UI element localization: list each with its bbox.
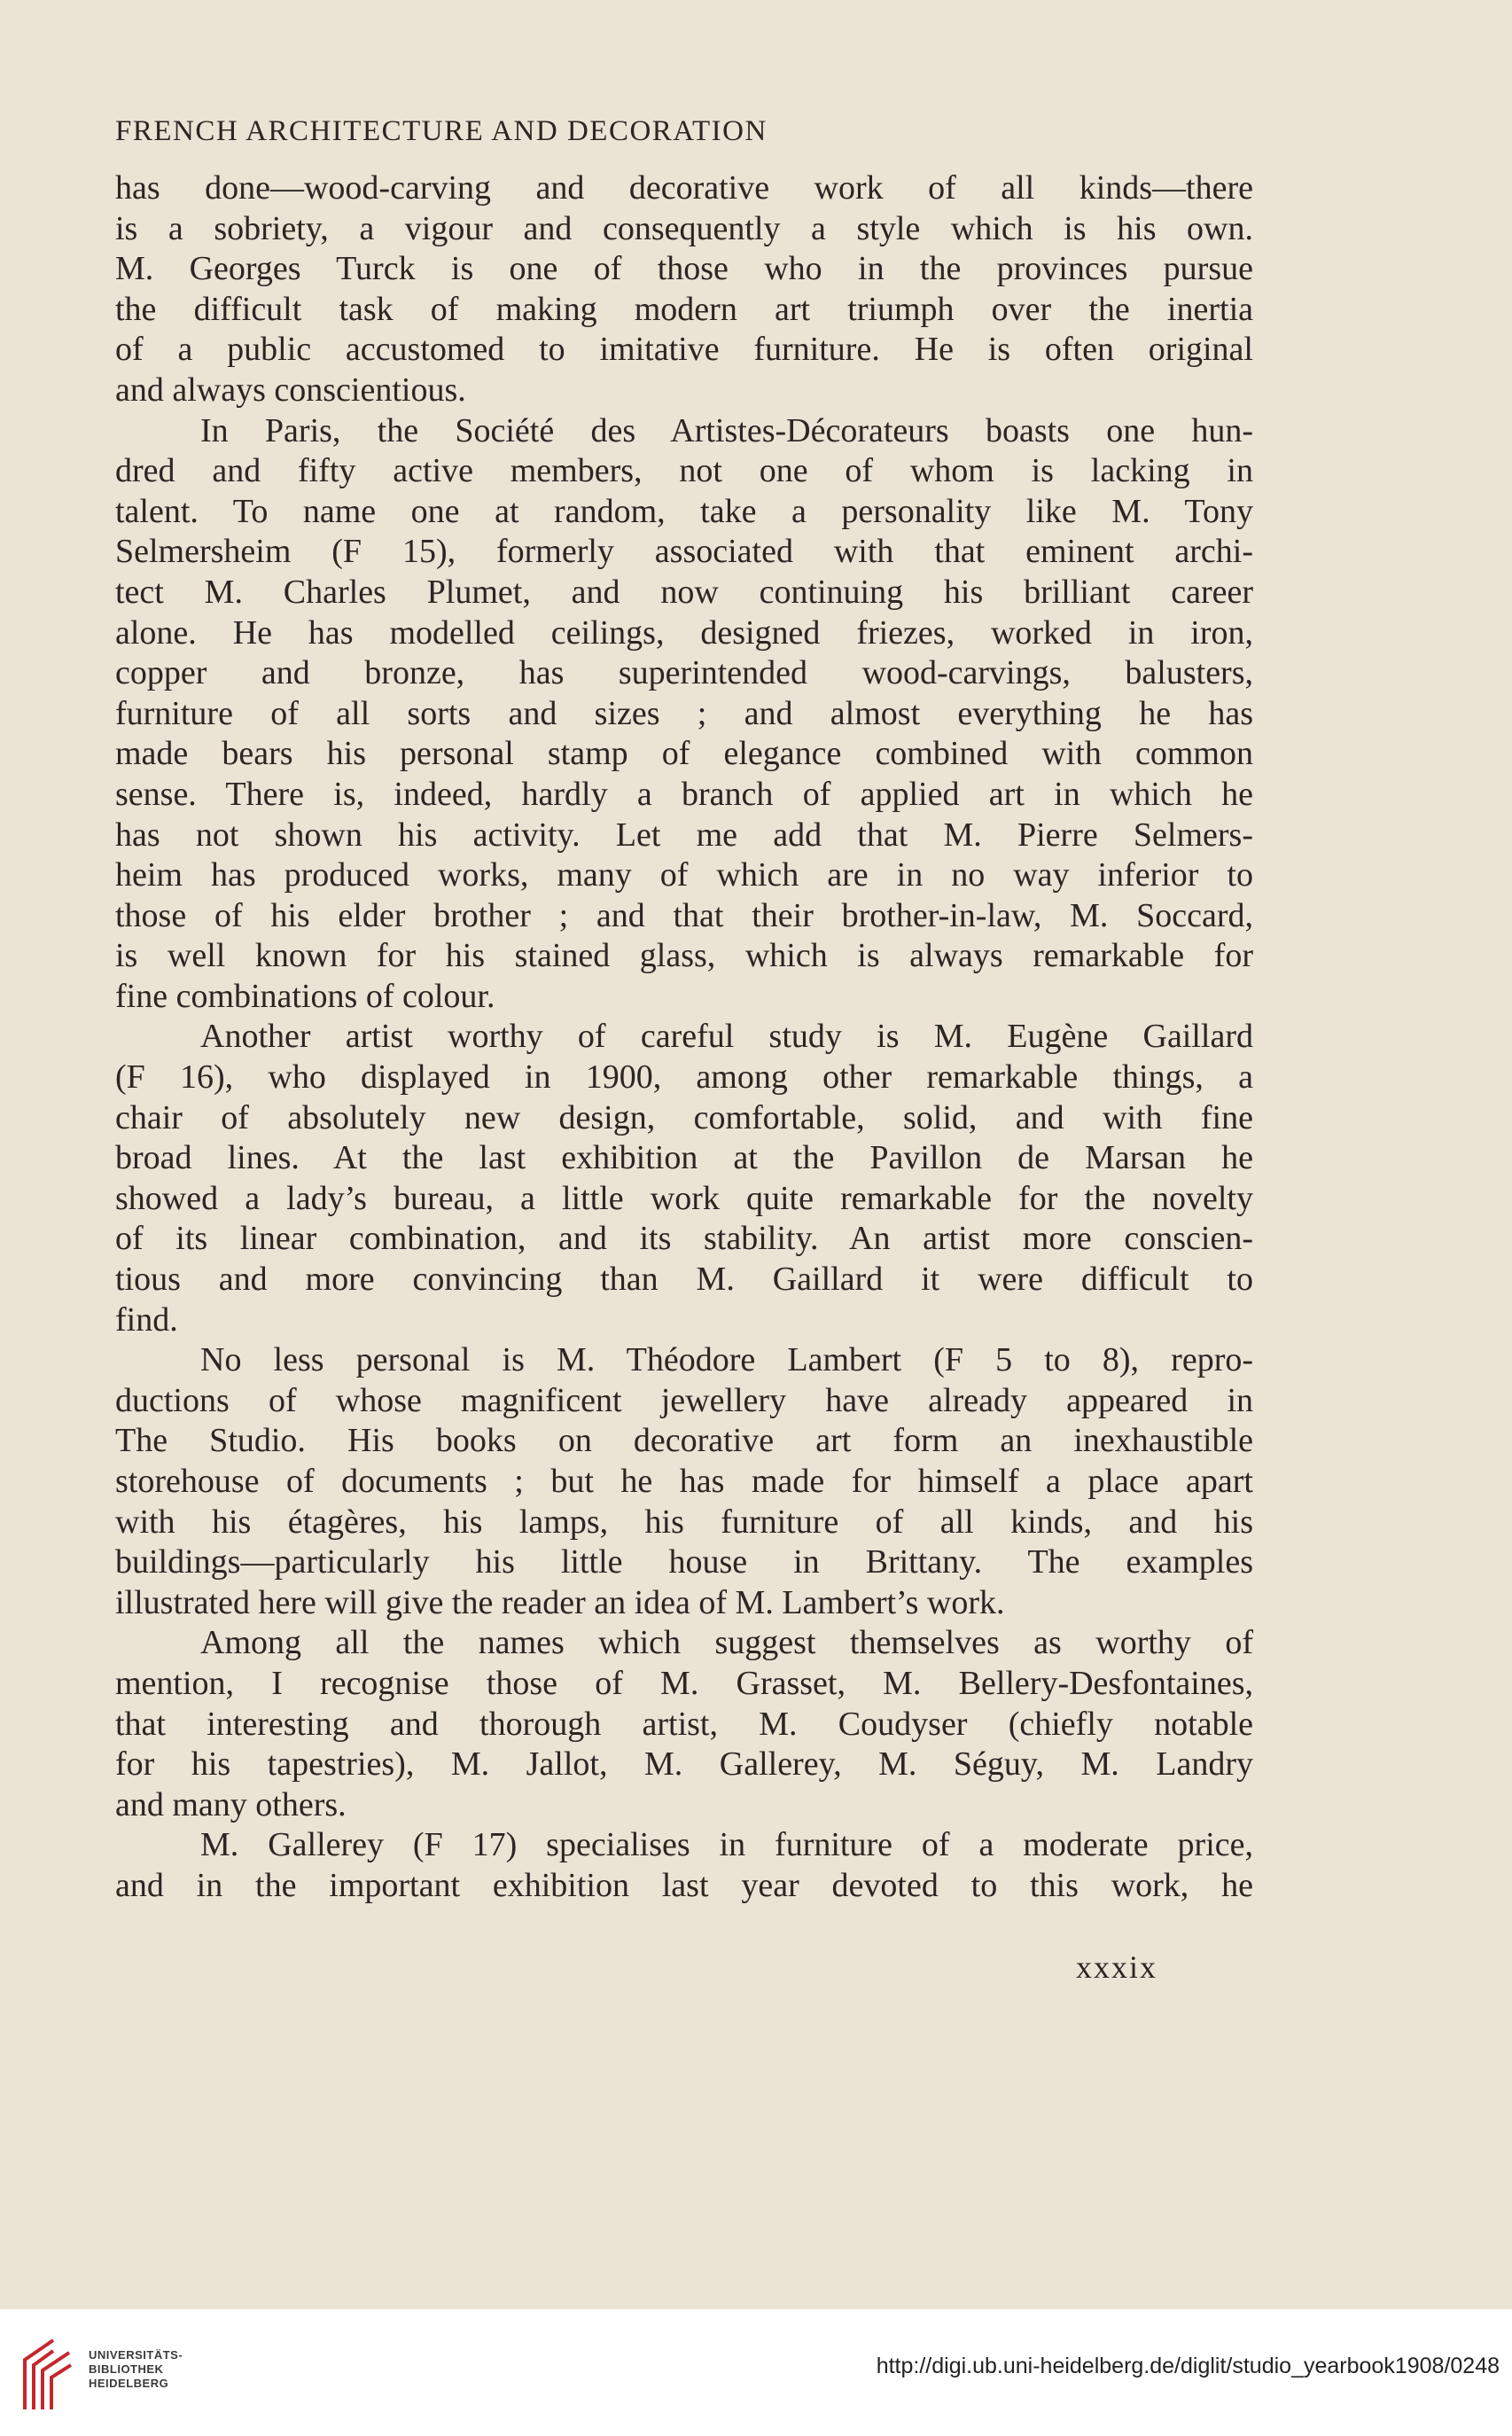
text-line: furniture of all sorts and sizes ; and almost everything he has: [115, 694, 1253, 732]
text-line: of its linear combination, and its stability. An artist more conscien-: [115, 1220, 1253, 1258]
text-line: has done—wood-carving and decorative work of all kinds—there: [115, 169, 1253, 207]
footer-bar: [0, 2309, 1512, 2436]
library-name: [89, 2348, 183, 2391]
text-line: M. Georges Turck is one of those who in the provinces pursue: [115, 250, 1253, 288]
text-line: talent. To name one at random, take a personality like M. Tony: [115, 492, 1253, 530]
text-line: and many others.: [115, 1785, 347, 1823]
text-line: and in the important exhibition last year devoted to this work, he: [115, 1866, 1253, 1904]
text-line: alone. He has modelled ceilings, designed friezes, worked in iron,: [115, 613, 1253, 652]
text-line: chair of absolutely new design, comfortable, solid, and with fine: [115, 1098, 1253, 1136]
text-line: showed a lady’s bureau, a little work quite remarkable for the novelty: [115, 1179, 1253, 1217]
text-line: Selmersheim (F 15), formerly associated with that eminent archi-: [115, 533, 1253, 571]
text-line: is a sobriety, a vigour and consequently a style which is his own.: [115, 209, 1253, 247]
text-line: M. Gallerey (F 17) specialises in furniture of a moderate price,: [200, 1826, 1253, 1864]
page-number: xxxix: [1076, 1949, 1158, 1985]
text-line: has not shown his activity. Let me add that M. Pierre Selmers-: [115, 816, 1253, 854]
text-line: find.: [115, 1300, 178, 1339]
text-line: heim has produced works, many of which are in no way inferior to: [115, 856, 1253, 894]
library-name-line: UNIVERSITÄTS-: [89, 2348, 183, 2362]
text-line: ductions of whose magnificent jewellery have already appeared in: [115, 1381, 1253, 1419]
text-line: that interesting and thorough artist, M. Coudyser (chiefly notable: [115, 1705, 1253, 1743]
running-header: FRENCH ARCHITECTURE AND DECORATION: [115, 115, 768, 147]
text-line: tect M. Charles Plumet, and now continuing his brilliant career: [115, 573, 1253, 611]
source-url-link[interactable]: http://digi.ub.uni-heidelberg.de/diglit/studio_yearbook1908/0248: [876, 2354, 1500, 2378]
text-line: tious and more convincing than M. Gaillard it were difficult to: [115, 1261, 1253, 1299]
text-line: illustrated here will give the reader an idea of M. Lambert’s work.: [115, 1583, 1005, 1621]
text-line: broad lines. At the last exhibition at the Pavillon de Marsan he: [115, 1139, 1253, 1177]
library-logo-icon: [18, 2333, 80, 2413]
text-line: sense. There is, indeed, hardly a branch of applied art in which he: [115, 775, 1253, 813]
library-name-line: BIBLIOTHEK: [89, 2362, 164, 2376]
text-line: Another artist worthy of careful study is M. Eugène Gaillard: [200, 1018, 1253, 1056]
text-line: copper and bronze, has superintended wood-carvings, balusters,: [115, 654, 1253, 692]
text-line: and always conscientious.: [115, 371, 466, 409]
text-line: is well known for his stained glass, which is always remarkable for: [115, 937, 1253, 975]
text-line: In Paris, the Société des Artistes-Décorateurs boasts one hun-: [200, 411, 1253, 449]
text-line: for his tapestries), M. Jallot, M. Gallerey, M. Séguy, M. Landry: [115, 1745, 1253, 1784]
text-line: with his étagères, his lamps, his furniture of all kinds, and his: [115, 1503, 1253, 1541]
library-name-line: HEIDELBERG: [89, 2377, 169, 2390]
text-line: (F 16), who displayed in 1900, among other remarkable things, a: [115, 1058, 1253, 1097]
text-line: the difficult task of making modern art triumph over the inertia: [115, 290, 1253, 328]
text-line: buildings—particularly his little house in Brittany. The examples: [115, 1543, 1253, 1581]
body-text: [115, 168, 1253, 1907]
text-line: made bears his personal stamp of elegance combined with common: [115, 735, 1253, 773]
text-line: dred and fifty active members, not one of whom is lacking in: [115, 452, 1253, 490]
text-line: No less personal is M. Théodore Lambert (F 5 to 8), repro-: [200, 1341, 1253, 1379]
text-line: storehouse of documents ; but he has made for himself a place apart: [115, 1463, 1253, 1500]
text-line: mention, I recognise those of M. Grasset, M. Bellery-Desfontaines,: [115, 1664, 1253, 1702]
text-line: fine combinations of colour.: [115, 977, 495, 1015]
text-line: The Studio. His books on decorative art form an inexhaustible: [115, 1422, 1253, 1460]
text-line: of a public accustomed to imitative furniture. He is often original: [115, 331, 1253, 369]
text-line: Among all the names which suggest themselves as worthy of: [200, 1624, 1253, 1662]
text-line: those of his elder brother ; and that their brother-in-law, M. Soccard,: [115, 896, 1253, 934]
